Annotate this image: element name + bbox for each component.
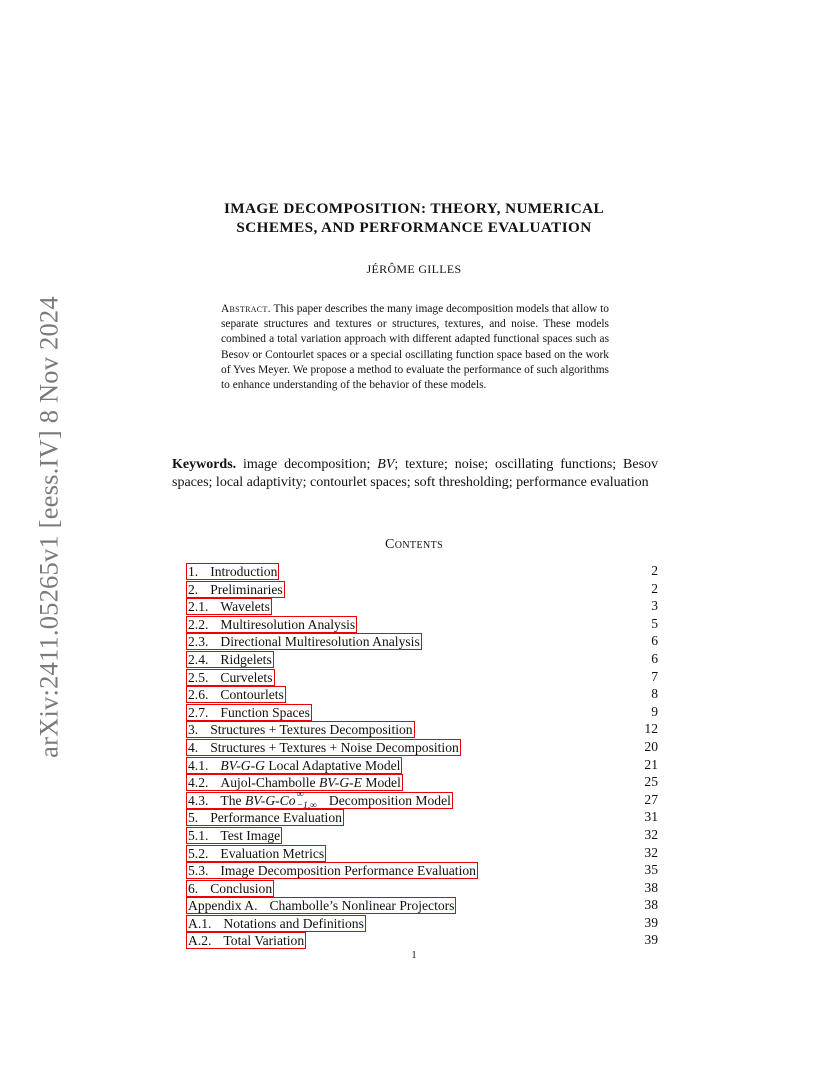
page-number: 1 bbox=[411, 950, 417, 961]
toc-entry-page: 2 bbox=[651, 563, 658, 578]
toc-entry-page: 9 bbox=[651, 703, 658, 719]
toc-entry-number: 2.5. bbox=[188, 669, 209, 685]
toc-entry-number: 5.3. bbox=[188, 863, 209, 879]
toc-entry-number: 4. bbox=[188, 739, 199, 755]
toc-entry-title: Total Variation bbox=[223, 933, 305, 949]
paper-title-line-1: IMAGE DECOMPOSITION: THEORY, NUMERICAL bbox=[223, 200, 605, 217]
toc-entry-page: 31 bbox=[644, 809, 658, 825]
toc-entry-title bbox=[220, 788, 451, 811]
toc-entry-title: Directional Multiresolution Analysis bbox=[220, 634, 420, 650]
toc-entry-title: Introduction bbox=[210, 564, 278, 579]
toc-entry-number: 5.1. bbox=[188, 827, 209, 843]
toc-entry bbox=[186, 931, 658, 949]
toc-entry-title: Structures + Textures Decomposition bbox=[210, 722, 413, 738]
toc-entry-link[interactable] bbox=[186, 862, 478, 879]
toc-entry-title: Contourlets bbox=[220, 687, 284, 703]
toc-entry-title bbox=[220, 775, 400, 790]
toc-entry-title-math: BV-G-E bbox=[318, 775, 362, 791]
toc-entry-page: 7 bbox=[651, 668, 658, 684]
toc-entry-page: 12 bbox=[644, 721, 658, 737]
toc-entry-title-math: BV-G-Co bbox=[244, 792, 296, 808]
toc-entry-number: A.2. bbox=[188, 933, 212, 949]
toc-entry-page: 39 bbox=[644, 932, 658, 948]
toc-entry-number: 2.1. bbox=[188, 599, 209, 615]
toc-entry bbox=[186, 703, 658, 721]
toc-entry-page: 6 bbox=[651, 650, 658, 666]
toc-entry-title-text-rest: Model bbox=[361, 775, 401, 791]
paper-title-line-2: SCHEMES, AND PERFORMANCE EVALUATION bbox=[236, 219, 592, 236]
toc-entry-link[interactable] bbox=[186, 633, 422, 650]
toc-entry bbox=[186, 788, 658, 811]
toc-entry-link[interactable] bbox=[186, 880, 274, 897]
toc-entry-page: 25 bbox=[644, 774, 658, 790]
toc-entry-page: 8 bbox=[651, 686, 658, 702]
toc-entry-page: 2 bbox=[651, 580, 658, 596]
toc-entry-number: 6. bbox=[188, 880, 199, 896]
toc-entry-page: 38 bbox=[644, 897, 658, 913]
abstract-heading: Abstract. bbox=[221, 303, 271, 315]
toc-entry bbox=[186, 580, 658, 598]
toc-entry-page: 27 bbox=[644, 791, 658, 807]
toc-entry-number: 2.7. bbox=[188, 704, 209, 720]
toc-entry-page: 39 bbox=[644, 914, 658, 930]
toc-entry-number: 4.1. bbox=[188, 757, 209, 773]
toc-entry-page: 5 bbox=[651, 615, 658, 631]
toc-entry bbox=[186, 720, 658, 738]
toc-entry bbox=[186, 896, 658, 914]
toc-entry-title-text: Aujol-Chambolle bbox=[220, 775, 319, 791]
toc-entry-title-text-rest: Decomposition Model bbox=[325, 792, 451, 808]
toc-entry-number: 2.6. bbox=[188, 687, 209, 703]
toc-entry-link[interactable] bbox=[186, 915, 366, 932]
toc-entry-page: 32 bbox=[644, 826, 658, 842]
toc-entry-number: 5.2. bbox=[188, 845, 209, 861]
toc-entry bbox=[186, 668, 658, 686]
toc-entry bbox=[186, 632, 658, 650]
toc-entry-title-text-rest: Local Adaptative Model bbox=[264, 757, 401, 773]
toc-entry-title: Ridgelets bbox=[220, 651, 272, 667]
abstract-block bbox=[221, 302, 609, 393]
toc-entry-title: Multiresolution Analysis bbox=[220, 616, 356, 632]
toc-entry bbox=[186, 879, 658, 897]
toc-entry bbox=[186, 861, 658, 879]
toc-entry bbox=[186, 914, 658, 932]
toc-entry bbox=[186, 650, 658, 668]
toc-entry-title-math: BV-G-G bbox=[220, 757, 265, 773]
toc-entry-page: 3 bbox=[651, 598, 658, 614]
keywords-label: Keywords. bbox=[172, 457, 237, 472]
toc-entry-link[interactable] bbox=[186, 788, 453, 811]
arxiv-identifier-text: arXiv:2411.05265v1 [eess.IV] 8 Nov 2024 bbox=[33, 296, 64, 758]
toc-entry-title-subscript: −1,∞ bbox=[296, 800, 317, 811]
abstract-text: This paper describes the many image decomposition models that allow to separate structures and textures or structures, textures, and noise. These models combined a total variation approach with different adapted functional spaces such as Besov or Contourlet spaces or a special oscillating function space based on the work of Yves Meyer. We propose a method to evaluate the performance of such algorithms to enhance understanding of the behavior of these models. bbox=[221, 303, 609, 392]
toc-entry-link[interactable] bbox=[186, 757, 402, 774]
keywords-text-after: ; texture; noise; oscillating functions; Besov spaces; local adaptivity; contourlet spaces; soft thresholding; performance evaluation bbox=[172, 457, 659, 490]
toc-entry-link[interactable] bbox=[186, 651, 274, 668]
toc-entry-title: Notations and Definitions bbox=[223, 915, 364, 931]
toc-entry-title: Function Spaces bbox=[220, 704, 310, 720]
table-of-contents bbox=[186, 562, 658, 949]
toc-entry-page: 20 bbox=[644, 738, 658, 754]
toc-entry bbox=[186, 844, 658, 862]
toc-entry bbox=[186, 685, 658, 703]
toc-entry bbox=[186, 756, 658, 774]
toc-entry-page: 32 bbox=[644, 844, 658, 860]
toc-entry bbox=[186, 562, 658, 580]
toc-entry-number: 4.3. bbox=[188, 792, 209, 808]
toc-entry-link[interactable] bbox=[186, 774, 403, 791]
toc-entry-title: Structures + Textures + Noise Decomposition bbox=[210, 739, 459, 755]
toc-entry bbox=[186, 597, 658, 615]
toc-entry-number: A.1. bbox=[188, 915, 212, 931]
toc-entry-title: Performance Evaluation bbox=[210, 810, 342, 826]
toc-entry-link[interactable] bbox=[186, 739, 461, 756]
toc-entry-link[interactable] bbox=[186, 669, 275, 686]
toc-entry-number: 2.3. bbox=[188, 634, 209, 650]
toc-entry-title: Curvelets bbox=[220, 669, 273, 685]
toc-entry-number: 1. bbox=[188, 564, 199, 579]
toc-entry-number: Appendix A. bbox=[188, 898, 258, 914]
toc-entry bbox=[186, 615, 658, 633]
toc-entry-number: 4.2. bbox=[188, 775, 209, 791]
keywords-block bbox=[172, 456, 658, 491]
toc-entry-number: 3. bbox=[188, 722, 199, 738]
toc-entry-page: 6 bbox=[651, 633, 658, 649]
toc-entry-page: 38 bbox=[644, 879, 658, 895]
toc-entry-link[interactable] bbox=[186, 809, 344, 826]
toc-entry bbox=[186, 738, 658, 756]
toc-entry-title bbox=[220, 758, 400, 773]
toc-entry-link[interactable] bbox=[186, 721, 415, 738]
toc-entry-title: Image Decomposition Performance Evaluation bbox=[220, 863, 476, 879]
toc-entry-page: 21 bbox=[644, 756, 658, 772]
toc-entry-link[interactable] bbox=[186, 563, 279, 580]
toc-entry-link[interactable] bbox=[186, 845, 326, 862]
toc-entry-link[interactable] bbox=[186, 598, 272, 615]
toc-entry-page: 35 bbox=[644, 862, 658, 878]
toc-entry-title: Preliminaries bbox=[210, 581, 283, 597]
toc-entry-title-script bbox=[296, 788, 326, 811]
toc-entry-title: Test Image bbox=[220, 827, 281, 843]
toc-entry-link[interactable] bbox=[186, 932, 306, 949]
toc-entry-link[interactable] bbox=[186, 616, 357, 633]
toc-entry-link[interactable] bbox=[186, 704, 312, 721]
toc-entry-number: 2.4. bbox=[188, 651, 209, 667]
paper-title bbox=[170, 199, 658, 237]
toc-entry-link[interactable] bbox=[186, 686, 286, 703]
toc-entry-link[interactable] bbox=[186, 897, 456, 914]
toc-entry-number: 2. bbox=[188, 581, 199, 597]
toc-entry-title: Conclusion bbox=[210, 880, 273, 896]
toc-entry-title: Chambolle’s Nonlinear Projectors bbox=[269, 898, 455, 914]
toc-entry-number: 5. bbox=[188, 810, 199, 826]
toc-entry bbox=[186, 808, 658, 826]
toc-entry-title-text: The bbox=[220, 792, 245, 808]
keywords-bv-math: BV bbox=[377, 457, 395, 472]
toc-entry-title-superscript: ∞ bbox=[296, 788, 304, 800]
toc-entry bbox=[186, 773, 658, 791]
toc-entry bbox=[186, 826, 658, 844]
contents-heading: Contents bbox=[384, 537, 444, 552]
toc-entry-link[interactable] bbox=[186, 827, 282, 844]
author-name: JÉRÔME GILLES bbox=[366, 262, 462, 276]
toc-entry-title: Wavelets bbox=[220, 599, 270, 615]
keywords-text-before: image decomposition; bbox=[243, 457, 371, 472]
toc-entry-link[interactable] bbox=[186, 581, 285, 598]
toc-entry-title: Evaluation Metrics bbox=[220, 845, 325, 861]
toc-entry-number: 2.2. bbox=[188, 616, 209, 632]
